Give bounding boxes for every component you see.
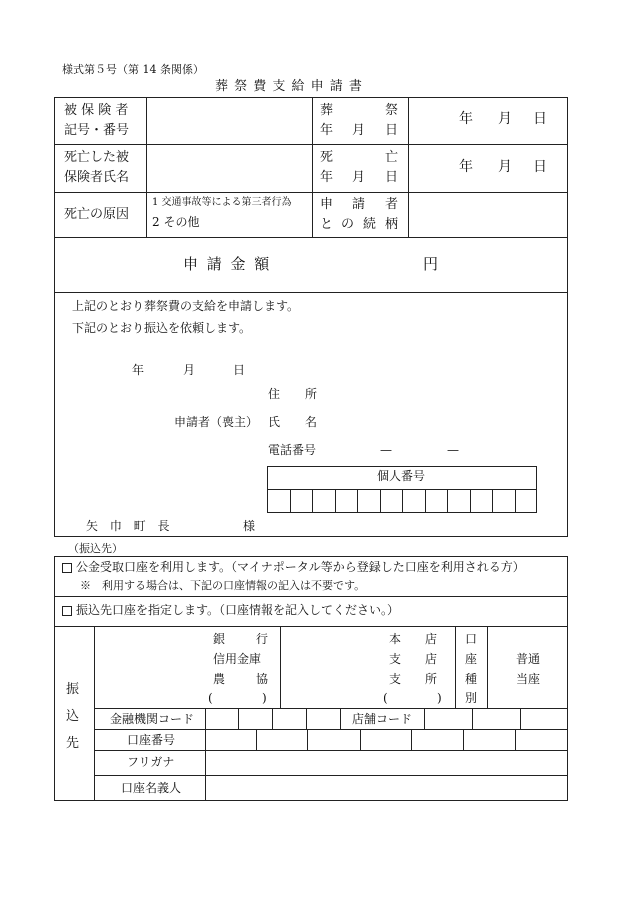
branch-type-shisho-1: 支 (389, 672, 402, 686)
bank-type-paren-close: ) (262, 691, 267, 705)
deceased-label-2: 保険者氏名 (64, 170, 130, 185)
branch-type-honten-1: 本 (389, 632, 402, 646)
branch-type-paren-open: ( (383, 691, 388, 705)
bank-type-shinkin: 信用金庫 (213, 652, 262, 666)
branch-name-field[interactable] (283, 628, 383, 706)
relation-label-3: 者 (385, 197, 399, 212)
relation-label-2: 請 (352, 197, 366, 212)
death-date-day[interactable]: 日 (533, 159, 547, 175)
death-date-year[interactable]: 年 (459, 159, 473, 175)
funeral-label-2: 祭 (385, 103, 399, 118)
addressee-mayor: 矢 巾 町 長 (86, 519, 174, 533)
death-label-2: 亡 (385, 150, 399, 165)
cause-label: 死亡の原因 (64, 207, 130, 222)
death-year-label: 年 (320, 170, 334, 185)
account-type-label-4: 別 (465, 691, 478, 705)
form-title: 葬 祭 費 支 給 申 請 書 (215, 79, 363, 94)
applicant-name-field[interactable] (330, 412, 560, 432)
funeral-label-1: 葬 (320, 103, 334, 118)
cause-option-third-party[interactable]: 1 交通事故等による第三者行為 (152, 197, 292, 208)
personal-number-cell-divider (492, 489, 493, 513)
personal-number-cell-divider (335, 489, 336, 513)
application-year-label[interactable]: 年 (132, 363, 145, 377)
branch-type-paren-close: ) (437, 691, 442, 705)
death-date-month[interactable]: 月 (498, 159, 512, 175)
relation-label-6: 続 (363, 217, 377, 232)
application-month-label[interactable]: 月 (183, 363, 196, 377)
specify-account-option-label: 振込先口座を指定します。（口座情報を記入してください。） (76, 603, 400, 617)
phone-separator-2: — (447, 443, 459, 457)
bank-type-bank-2: 行 (256, 632, 269, 646)
branch-type-shiten-1: 支 (389, 652, 402, 666)
address-label-1: 住 (268, 387, 281, 401)
cause-option-other[interactable]: 2 その他 (152, 215, 200, 229)
relation-label-7: 柄 (385, 217, 399, 232)
funeral-day-label: 日 (385, 123, 399, 138)
address-field[interactable] (330, 384, 560, 404)
insured-number-field[interactable] (148, 99, 310, 143)
branch-code-field[interactable] (425, 709, 568, 729)
relation-field[interactable] (410, 194, 566, 236)
bank-code-field[interactable] (206, 709, 340, 729)
account-holder-label: 口座名義人 (121, 781, 182, 795)
deceased-name-field[interactable] (148, 146, 310, 190)
amount-unit: 円 (423, 255, 439, 273)
relation-label-5: の (341, 217, 355, 232)
application-day-label[interactable]: 日 (233, 363, 246, 377)
public-account-note: ※ 利用する場合は、下記の口座情報の記入は不要です。 (80, 579, 366, 592)
personal-number-cell-divider (357, 489, 358, 513)
addressee-honorific: 様 (243, 519, 256, 533)
account-holder-field[interactable] (206, 776, 568, 800)
funeral-date-year[interactable]: 年 (459, 111, 473, 127)
account-type-label-1: 口 (465, 632, 478, 646)
side-label-2: 込 (66, 709, 80, 724)
form-number: 様式第５号（第 14 条関係） (62, 63, 204, 76)
furigana-label: フリガナ (127, 755, 175, 769)
bank-type-nokyo-1: 農 (213, 672, 226, 686)
account-type-label-3: 種 (465, 672, 478, 686)
account-type-label-2: 座 (465, 652, 478, 666)
bank-type-nokyo-2: 協 (256, 672, 269, 686)
personal-number-cell-divider (290, 489, 291, 513)
personal-number-cell-divider (470, 489, 471, 513)
specify-account-option[interactable] (62, 604, 399, 616)
name-label-1: 氏 (268, 415, 281, 429)
amount-field[interactable] (300, 248, 415, 278)
death-label-1: 死 (320, 150, 334, 165)
account-number-field[interactable] (206, 730, 568, 750)
death-day-label: 日 (385, 170, 399, 185)
funeral-date-month[interactable]: 月 (498, 111, 512, 127)
personal-number-cell-divider (515, 489, 516, 513)
relation-label-1: 申 (320, 197, 334, 212)
insured-number-label-1: 被 保 険 者 (64, 103, 129, 118)
personal-number-cell-divider (312, 489, 313, 513)
bank-name-field[interactable] (97, 628, 205, 706)
phone-separator-1: — (380, 443, 392, 457)
amount-label: 申 請 金 額 (183, 255, 272, 273)
funeral-month-label: 月 (352, 123, 366, 138)
branch-type-honten-2: 店 (425, 632, 438, 646)
specify-account-checkbox[interactable] (62, 606, 72, 616)
address-label-2: 所 (305, 387, 318, 401)
branch-code-label: 店舗コード (352, 712, 413, 726)
branch-type-shiten-2: 店 (425, 652, 438, 666)
public-account-option[interactable] (62, 561, 525, 573)
declaration-line-1: 上記のとおり葬祭費の支給を申請します。 (72, 299, 300, 313)
insured-number-label-2: 記号・番号 (64, 123, 130, 138)
personal-number-cell-divider (380, 489, 381, 513)
relation-label-4: と (320, 217, 334, 232)
account-type-current[interactable]: 当座 (516, 672, 541, 686)
applicant-label: 申請者（喪主） (174, 415, 259, 429)
public-account-option-label: 公金受取口座を利用します。（マイナポータル等から登録した口座を利用される方） (76, 560, 525, 574)
phone-label: 電話番号 (268, 443, 317, 457)
deceased-label-1: 死亡した被 (64, 150, 130, 165)
bank-type-paren-open: ( (208, 691, 213, 705)
personal-number-cells[interactable] (267, 489, 537, 513)
account-type-ordinary[interactable]: 普通 (516, 652, 541, 666)
funeral-date-day[interactable]: 日 (533, 111, 547, 127)
furigana-field[interactable] (206, 751, 568, 775)
account-number-label: 口座番号 (127, 733, 176, 747)
name-label-2: 名 (305, 415, 318, 429)
bank-type-bank-1: 銀 (213, 632, 226, 646)
bank-code-label: 金融機関コード (110, 712, 195, 726)
personal-number-cell-divider (447, 489, 448, 513)
death-month-label: 月 (352, 170, 366, 185)
branch-type-shisho-2: 所 (425, 672, 438, 686)
public-account-checkbox[interactable] (62, 563, 72, 573)
personal-number-cell-divider (425, 489, 426, 513)
transfer-heading: （振込先） (68, 542, 123, 555)
declaration-line-2: 下記のとおり振込を依頼します。 (72, 321, 252, 335)
side-label-1: 振 (66, 682, 80, 697)
personal-number-cell-divider (402, 489, 403, 513)
personal-number-label: 個人番号 (377, 469, 426, 483)
funeral-year-label: 年 (320, 123, 334, 138)
side-label-3: 先 (66, 736, 80, 751)
